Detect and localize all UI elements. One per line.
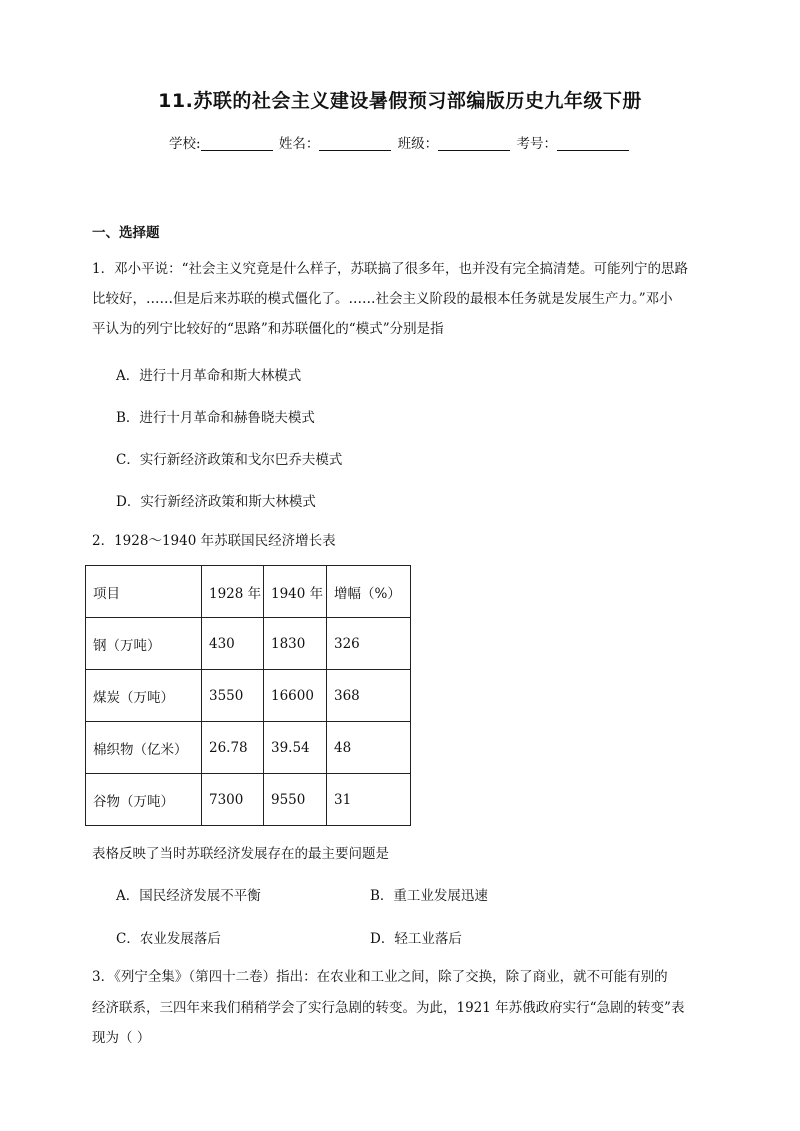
table-header-cell: 1928 年 — [202, 566, 264, 618]
document-title: 11.苏联的社会主义建设暑假预习部编版历史九年级下册 — [158, 90, 642, 112]
q1-option-a[interactable]: A．进行十月革命和斯大林模式 — [116, 368, 302, 384]
q2-option-b[interactable]: B．重工业发展迅速 — [370, 888, 488, 904]
q1-line-2: 比较好，……但是后来苏联的模式僵化了。……社会主义阶段的最根本任务就是发展生产力。”邓小 — [92, 291, 673, 307]
table-cell: 39.54 — [264, 722, 327, 774]
q1-option-d[interactable]: D．实行新经济政策和斯大林模式 — [116, 494, 316, 510]
name-blank[interactable] — [319, 136, 391, 151]
name-label: 姓名： — [278, 136, 320, 152]
q3-line-2: 经济联系，三四年来我们稍稍学会了实行急剧的转变。为此，1921 年苏俄政府实行“急剧的转变”表 — [92, 1000, 685, 1016]
table-cell: 326 — [327, 618, 411, 670]
table-row — [86, 722, 411, 774]
q1-line-3: 平认为的列宁比较好的“思路”和苏联僵化的“模式”分别是指 — [92, 321, 444, 337]
table-cell: 谷物（万吨） — [86, 774, 202, 826]
q1-option-b[interactable]: B．进行十月革命和赫鲁晓夫模式 — [116, 410, 315, 426]
economy-growth-table — [85, 565, 411, 826]
table-row — [86, 774, 411, 826]
table-row — [86, 670, 411, 722]
table-cell: 16600 — [264, 670, 327, 722]
table-row — [86, 618, 411, 670]
q1-option-c[interactable]: C．实行新经济政策和戈尔巴乔夫模式 — [116, 452, 343, 468]
table-cell: 煤炭（万吨） — [86, 670, 202, 722]
table-cell: 48 — [327, 722, 411, 774]
table-cell: 1830 — [264, 618, 327, 670]
class-blank[interactable] — [438, 136, 510, 151]
table-cell: 棉织物（亿米） — [86, 722, 202, 774]
table-cell: 钢（万吨） — [86, 618, 202, 670]
q1-line-1: 1．邓小平说：“社会主义究竟是什么样子，苏联搞了很多年，也并没有完全搞清楚。可能列宁的思路 — [92, 261, 688, 277]
section-heading: 一、选择题 — [92, 225, 160, 241]
q3-line-3: 现为（ ） — [92, 1030, 151, 1046]
table-cell: 7300 — [202, 774, 264, 826]
table-header-cell: 1940 年 — [264, 566, 327, 618]
exam-no-blank[interactable] — [557, 136, 629, 151]
school-label: 学校: — [169, 136, 201, 152]
table-cell: 368 — [327, 670, 411, 722]
table-header-cell: 项目 — [86, 566, 202, 618]
table-header-row — [86, 566, 411, 618]
exam-no-label: 考号： — [516, 136, 557, 152]
table-cell: 9550 — [264, 774, 327, 826]
school-blank[interactable] — [201, 136, 273, 151]
q2-stem: 2．1928～1940 年苏联国民经济增长表 — [92, 533, 336, 549]
q3-line-1: 3．《列宁全集》（第四十二卷）指出：在农业和工业之间，除了交换，除了商业，就不可能有别的 — [92, 969, 668, 985]
class-label: 班级： — [397, 136, 439, 152]
q2-option-a[interactable]: A．国民经济发展不平衡 — [116, 888, 261, 904]
student-info-line — [0, 132, 800, 152]
table-cell: 26.78 — [202, 722, 264, 774]
q2-option-c[interactable]: C．农业发展落后 — [116, 931, 221, 947]
q2-option-d[interactable]: D．轻工业落后 — [370, 931, 462, 947]
table-cell: 430 — [202, 618, 264, 670]
table-header-cell: 增幅（%） — [327, 566, 411, 618]
q2-question: 表格反映了当时苏联经济发展存在的最主要问题是 — [92, 846, 389, 862]
table-cell: 31 — [327, 774, 411, 826]
table-cell: 3550 — [202, 670, 264, 722]
